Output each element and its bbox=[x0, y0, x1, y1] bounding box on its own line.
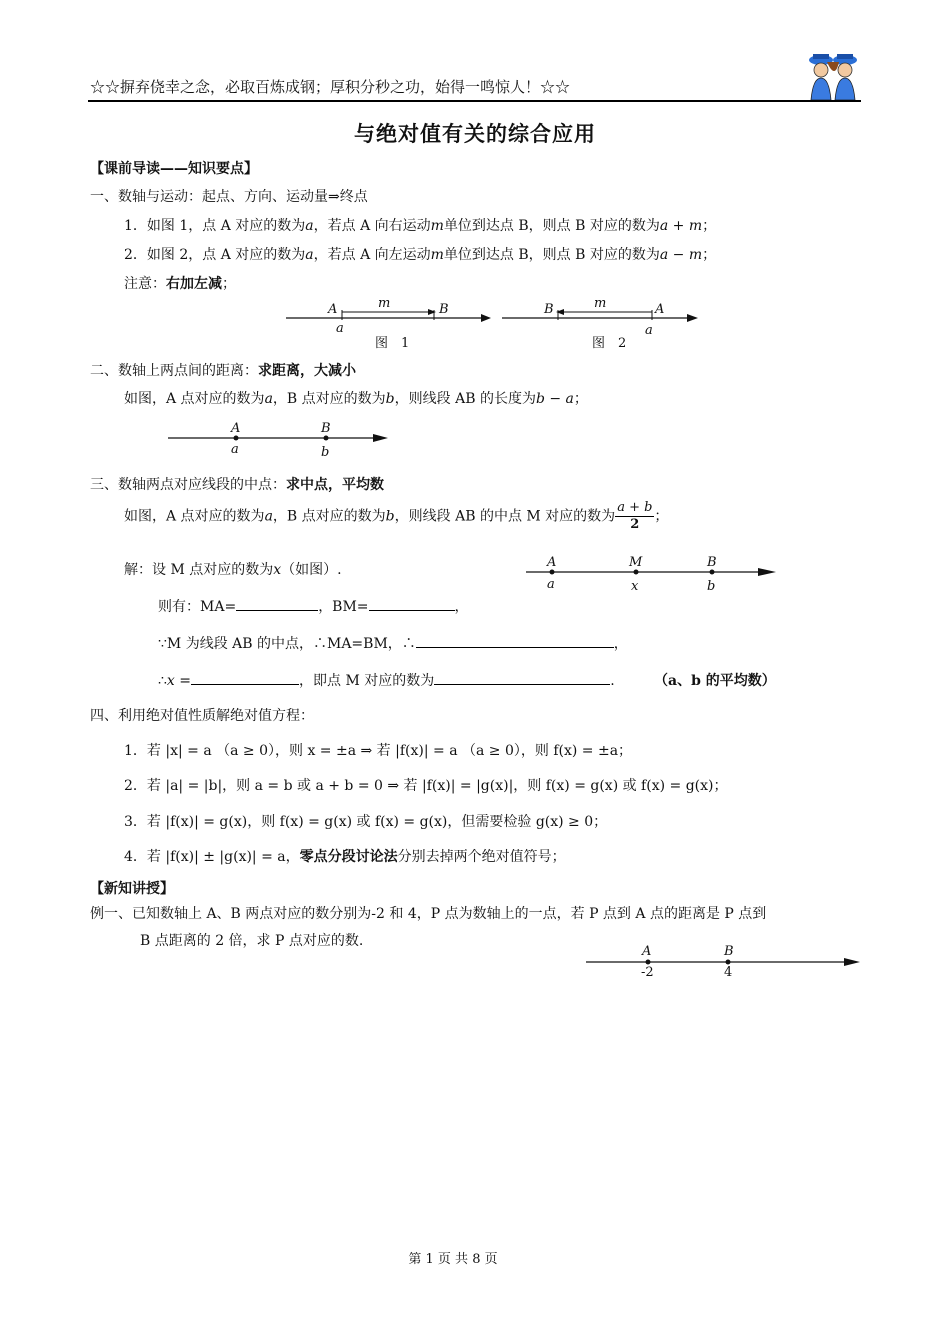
part3-therefore: ∴x = ，即点 M 对应的数为 . bbox=[158, 670, 615, 690]
students-mascot-icon bbox=[805, 50, 861, 102]
part1-item1: 1．如图 1，点 A 对应的数为a，若点 A 向右运动m单位到达点 B，则点 B 对应的数为a + m； bbox=[124, 218, 717, 234]
part2-label-b: b bbox=[321, 445, 330, 460]
example1-label-B: B bbox=[724, 944, 734, 959]
section-heading-new: 【新知讲授】 bbox=[90, 881, 174, 897]
part3-label-M: M bbox=[629, 555, 643, 570]
fig1-label-B: B bbox=[439, 302, 449, 317]
bm-blank[interactable] bbox=[369, 596, 455, 611]
header-motto: ☆☆摒弃侥幸之念，必取百炼成钢；厚积分秒之功，始得一鸣惊人！☆☆ bbox=[90, 78, 571, 96]
part2-label-A: A bbox=[231, 421, 241, 436]
part2-line: 如图，A 点对应的数为a，B 点对应的数为b，则线段 AB 的长度为b − a； bbox=[124, 391, 588, 407]
part3-label-A: A bbox=[547, 555, 557, 570]
part3-note: （a、b 的平均数） bbox=[654, 673, 776, 689]
part4-title: 四、利用绝对值性质解绝对值方程： bbox=[90, 708, 314, 724]
fig2-label-A: A bbox=[655, 302, 665, 317]
midpoint-fraction: $\frac{a + b}{2}$ bbox=[617, 500, 653, 532]
part3-number-line bbox=[526, 550, 786, 596]
example1-line1: 例一、已知数轴上 A、B 两点对应的数分别为-2 和 4，P 点为数轴上的一点，若 P 点到 A 点的距离是 P 点到 bbox=[90, 906, 767, 922]
fig1-label-A: A bbox=[328, 302, 338, 317]
fig2-label-B: B bbox=[544, 302, 554, 317]
x-blank[interactable] bbox=[191, 670, 299, 685]
example1-label-A: A bbox=[642, 944, 652, 959]
ma-blank[interactable] bbox=[236, 596, 318, 611]
fig2-caption: 图 2 bbox=[592, 336, 627, 351]
part3-label-b: b bbox=[707, 579, 716, 594]
part1-item2: 2．如图 2，点 A 对应的数为a，若点 A 向左运动m单位到达点 B，则点 B 对应的数为a − m； bbox=[124, 247, 717, 263]
part3-label-a: a bbox=[547, 577, 555, 592]
part4-item2: 2．若 |a| = |b|，则 a = b 或 a + b = 0 ⇒ 若 |f(x)| = |g(x)|，则 f(x) = g(x) 或 f(x) = g(x)； bbox=[124, 778, 728, 794]
part2-label-B: B bbox=[321, 421, 331, 436]
example1-line2: B 点距离的 2 倍，求 P 点对应的数. bbox=[140, 933, 364, 949]
part3-title: 三、数轴两点对应线段的中点：求中点，平均数 bbox=[90, 477, 384, 493]
example1-label-4: 4 bbox=[724, 965, 733, 980]
part2-title: 二、数轴上两点间的距离：求距离，大减小 bbox=[90, 363, 356, 379]
part3-since: ∵M 为线段 AB 的中点，∴MA=BM，∴ ， bbox=[158, 633, 628, 653]
part3-solve: 解：设 M 点对应的数为x（如图）. bbox=[124, 562, 342, 578]
part3-line: 如图，A 点对应的数为a，B 点对应的数为b，则线段 AB 的中点 M 对应的数为 $\frac{a + b}{2}$ ； bbox=[124, 500, 669, 532]
header-rule bbox=[88, 100, 861, 102]
part2-number-line bbox=[168, 416, 398, 462]
equation-blank[interactable] bbox=[416, 633, 614, 648]
part4-item1: 1．若 |x| = a （a ≥ 0），则 x = ±a ⇒ 若 |f(x)| = a （a ≥ 0），则 f(x) = ±a； bbox=[124, 743, 633, 759]
example1-label-neg2: -2 bbox=[641, 965, 654, 980]
section-heading-preview: 【课前导读——知识要点】 bbox=[90, 161, 258, 177]
m-value-blank[interactable] bbox=[434, 670, 610, 685]
part1-note: 注意：右加左减； bbox=[124, 276, 236, 292]
part3-have: 则有：MA= ，BM= ， bbox=[158, 596, 469, 616]
part3-label-B: B bbox=[707, 555, 717, 570]
page-footer: 第 1 页 共 8 页 bbox=[408, 1252, 498, 1267]
fig1-caption: 图 1 bbox=[375, 336, 410, 351]
part1-title: 一、数轴与运动：起点、方向、运动量⇒终点 bbox=[90, 189, 368, 205]
part3-label-x: x bbox=[631, 579, 639, 594]
fig1-label-a: a bbox=[336, 321, 344, 336]
example1-number-line bbox=[586, 940, 866, 980]
fig2-label-m: m bbox=[594, 296, 607, 311]
part4-item3: 3．若 |f(x)| = g(x)，则 f(x) = g(x) 或 f(x) = g(x)，但需要检验 g(x) ≥ 0； bbox=[124, 814, 608, 830]
fig1-label-m: m bbox=[378, 296, 391, 311]
part4-item4: 4．若 |f(x)| ± |g(x)| = a，零点分段讨论法分别去掉两个绝对值符号； bbox=[124, 849, 566, 865]
part2-label-a: a bbox=[231, 442, 239, 457]
fig2-label-a: a bbox=[645, 323, 653, 338]
page-title: 与绝对值有关的综合应用 bbox=[354, 121, 596, 146]
